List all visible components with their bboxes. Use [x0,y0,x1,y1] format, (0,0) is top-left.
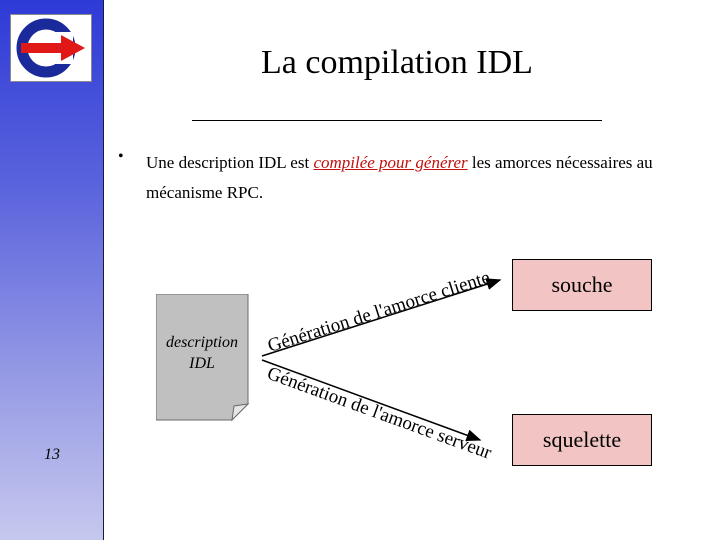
slide-title: La compilation IDL [261,44,533,81]
document-label-line1: description [166,334,238,351]
bullet-prefix: Une description IDL est [146,153,314,172]
document-label-line2: IDL [189,355,215,372]
bullet-marker: • [118,148,124,165]
slide-number: 13 [44,446,60,463]
squelette-box: squelette [512,414,652,466]
bullet-emphasis: compilée pour générer [313,153,468,172]
souche-box: souche [512,259,652,311]
arrow-top-label: Génération de l'amorce cliente [265,267,493,357]
bullet-suffix: les amorces nécessaires au mécanisme RPC. [146,153,653,202]
arrow-bottom-label: Génération de l'amorce serveur [264,362,495,464]
